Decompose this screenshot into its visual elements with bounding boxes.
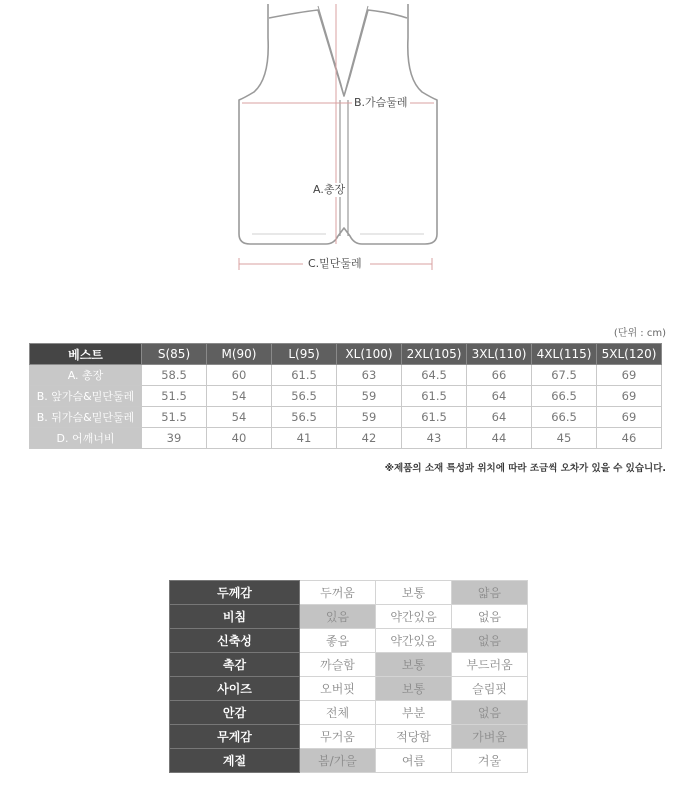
measure-value: 54 [207, 386, 272, 407]
measure-label: B. 앞가슴&밑단둘레 [30, 386, 142, 407]
measure-value: 69 [597, 407, 662, 428]
measure-value: 66.5 [532, 386, 597, 407]
fabric-option-selected: 보통 [376, 653, 452, 677]
fabric-option: 오버핏 [300, 677, 376, 701]
fabric-row [170, 605, 528, 629]
fabric-option: 전체 [300, 701, 376, 725]
measure-value: 56.5 [272, 407, 337, 428]
measure-value: 66 [467, 365, 532, 386]
fabric-option: 부드러움 [452, 653, 528, 677]
fabric-row [170, 749, 528, 773]
measure-value: 42 [337, 428, 402, 449]
size-header: L(95) [272, 344, 337, 365]
fabric-option: 보통 [376, 581, 452, 605]
fabric-row [170, 581, 528, 605]
fabric-option: 슬림핏 [452, 677, 528, 701]
table-row [30, 407, 662, 428]
fabric-option: 여름 [376, 749, 452, 773]
fabric-option: 까슬함 [300, 653, 376, 677]
measure-value: 46 [597, 428, 662, 449]
measure-value: 41 [272, 428, 337, 449]
fabric-option-selected: 있음 [300, 605, 376, 629]
fabric-option-selected: 없음 [452, 701, 528, 725]
unit-note: (단위 : cm) [613, 328, 666, 339]
fabric-attr-label: 비침 [170, 605, 300, 629]
measure-value: 67.5 [532, 365, 597, 386]
measure-value: 61.5 [402, 386, 467, 407]
measure-value: 39 [142, 428, 207, 449]
measure-value: 40 [207, 428, 272, 449]
vest-outline [239, 4, 437, 244]
size-header: 3XL(110) [467, 344, 532, 365]
measure-value: 43 [402, 428, 467, 449]
measure-value: 51.5 [142, 386, 207, 407]
fabric-attr-label: 무게감 [170, 725, 300, 749]
measure-value: 59 [337, 407, 402, 428]
measure-value: 56.5 [272, 386, 337, 407]
fabric-attr-label: 두께감 [170, 581, 300, 605]
measure-value: 60 [207, 365, 272, 386]
fabric-option: 겨울 [452, 749, 528, 773]
measure-value: 59 [337, 386, 402, 407]
vest-diagram [0, 0, 699, 290]
fabric-option: 적당함 [376, 725, 452, 749]
fabric-option-selected: 얇음 [452, 581, 528, 605]
measure-value: 44 [467, 428, 532, 449]
measure-value: 54 [207, 407, 272, 428]
measure-value: 66.5 [532, 407, 597, 428]
fabric-row [170, 725, 528, 749]
fabric-option: 없음 [452, 605, 528, 629]
table-row [30, 386, 662, 407]
size-header-row [30, 344, 662, 365]
size-chart-table [29, 343, 662, 449]
measure-value: 69 [597, 365, 662, 386]
fabric-option-selected: 봄/가을 [300, 749, 376, 773]
measure-value: 61.5 [272, 365, 337, 386]
measure-label: A. 총장 [30, 365, 142, 386]
size-header: 2XL(105) [402, 344, 467, 365]
size-header: M(90) [207, 344, 272, 365]
size-header: 5XL(120) [597, 344, 662, 365]
measure-value: 61.5 [402, 407, 467, 428]
length-measure-label: A.총장 [313, 183, 346, 196]
table-row [30, 365, 662, 386]
measure-value: 45 [532, 428, 597, 449]
size-header: XL(100) [337, 344, 402, 365]
fabric-info-table [169, 580, 528, 773]
fabric-row [170, 629, 528, 653]
fabric-attr-label: 신축성 [170, 629, 300, 653]
measure-value: 64 [467, 386, 532, 407]
chest-measure-label: B.가슴둘레 [354, 96, 408, 109]
fabric-row [170, 677, 528, 701]
fabric-row [170, 653, 528, 677]
measure-label: D. 어깨너비 [30, 428, 142, 449]
measure-value: 69 [597, 386, 662, 407]
measure-value: 64 [467, 407, 532, 428]
size-header: S(85) [142, 344, 207, 365]
size-disclaimer: ※제품의 소재 특성과 위치에 따라 조금씩 오차가 있을 수 있습니다. [384, 463, 666, 474]
fabric-attr-label: 계절 [170, 749, 300, 773]
size-table-corner: 베스트 [30, 344, 142, 365]
measure-value: 63 [337, 365, 402, 386]
table-row [30, 428, 662, 449]
fabric-option-selected: 가벼움 [452, 725, 528, 749]
fabric-option: 약간있음 [376, 605, 452, 629]
measure-label: B. 뒤가슴&밑단둘레 [30, 407, 142, 428]
measure-value: 51.5 [142, 407, 207, 428]
size-header: 4XL(115) [532, 344, 597, 365]
fabric-option: 무거움 [300, 725, 376, 749]
fabric-option: 부분 [376, 701, 452, 725]
measure-value: 58.5 [142, 365, 207, 386]
fabric-option-selected: 보통 [376, 677, 452, 701]
fabric-option-selected: 없음 [452, 629, 528, 653]
fabric-row [170, 701, 528, 725]
fabric-option: 약간있음 [376, 629, 452, 653]
fabric-attr-label: 촉감 [170, 653, 300, 677]
fabric-option: 좋음 [300, 629, 376, 653]
fabric-attr-label: 안감 [170, 701, 300, 725]
fabric-attr-label: 사이즈 [170, 677, 300, 701]
hem-measure-label: C.밑단둘레 [308, 257, 362, 270]
measure-value: 64.5 [402, 365, 467, 386]
fabric-option: 두꺼움 [300, 581, 376, 605]
